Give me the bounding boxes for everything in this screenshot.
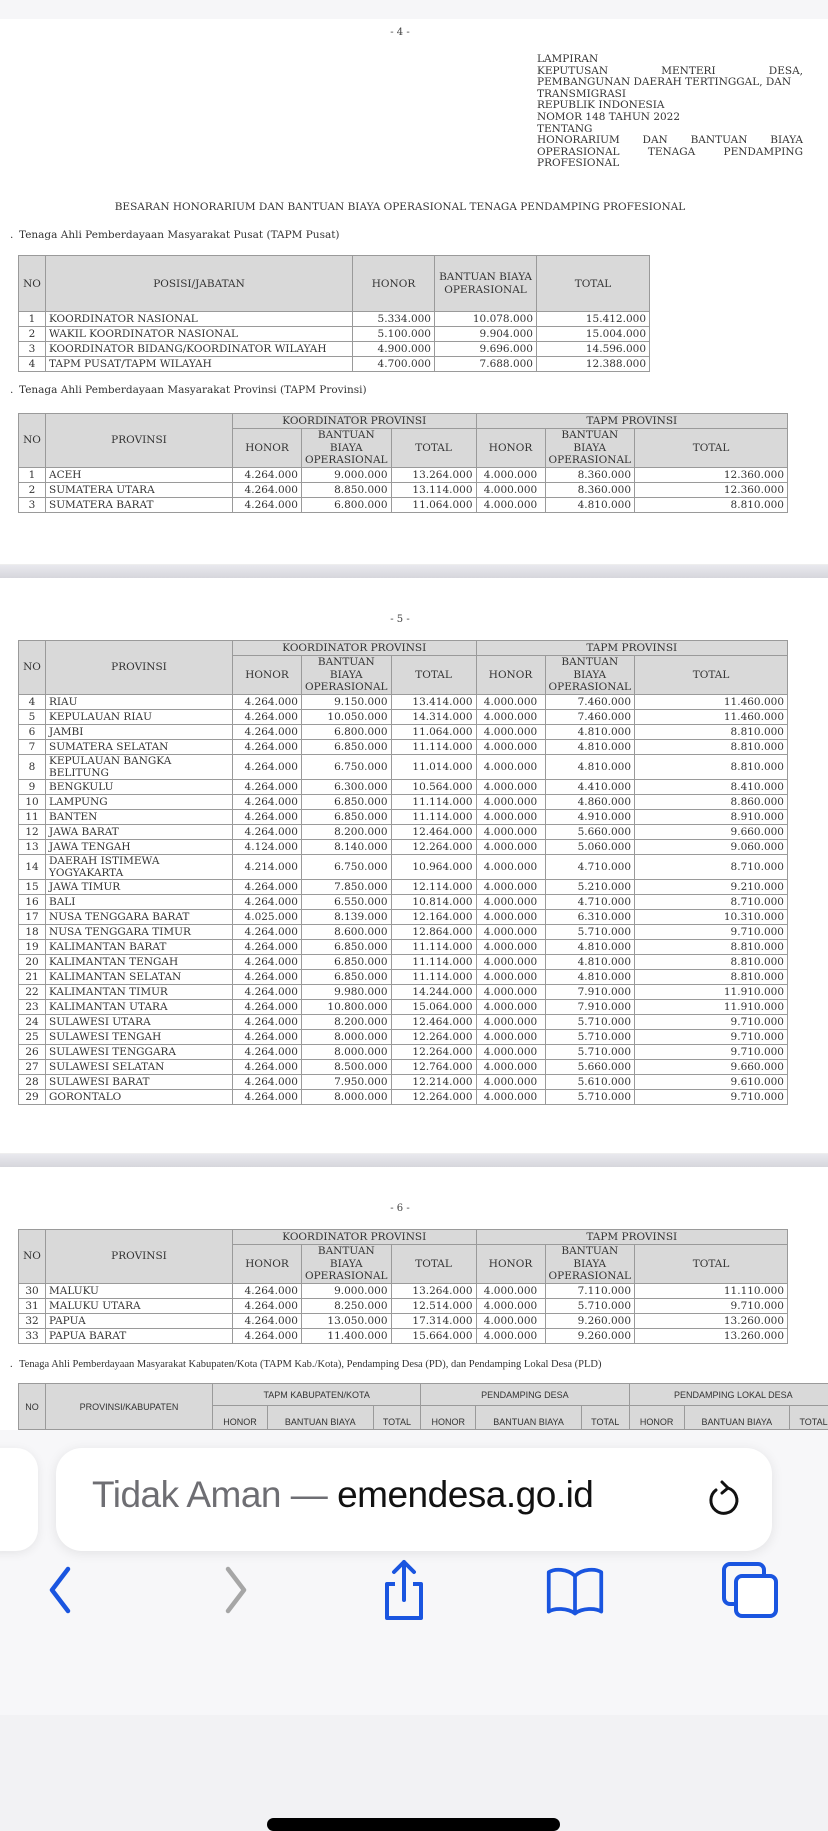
table-row: 27 SULAWESI SELATAN 4.264.000 8.500.000 12.764.000 4.000.000 5.660.000 9.660.000 <box>19 1059 788 1074</box>
section-c-heading: . Tenaga Ahli Pemberdayaan Masyarakat Kabupaten/Kota (TAPM Kab./Kota), Pendamping Desa (PD), dan Pendamping Lokal Desa (PLD) <box>10 1359 602 1370</box>
tapm-kab-table <box>18 1383 828 1430</box>
col-bbo: BANTUAN BIAYA OPERASIONAL <box>302 429 392 468</box>
security-label: Tidak Aman — <box>92 1474 328 1515</box>
page-number: - 4 - <box>390 27 410 38</box>
col-no: NO <box>19 1230 46 1284</box>
lampiran-line: PEMBANGUNAN DAERAH TERTINGGAL, DAN <box>537 76 792 89</box>
table-row: 23 KALIMANTAN UTARA 4.264.000 10.800.000 15.064.000 4.000.000 7.910.000 11.910.000 <box>19 999 788 1014</box>
col-total: TOTAL <box>391 1245 476 1284</box>
col-honor: HONOR <box>476 1245 545 1284</box>
safari-bottom-bar <box>0 1430 828 1715</box>
table-row: 18 NUSA TENGGARA TIMUR 4.264.000 8.600.000 12.864.000 4.000.000 5.710.000 9.710.000 <box>19 924 788 939</box>
table-row: 15 JAWA TIMUR 4.264.000 7.850.000 12.114.000 4.000.000 5.210.000 9.210.000 <box>19 879 788 894</box>
page-divider <box>0 564 828 579</box>
table-row: 3 KOORDINATOR BIDANG/KOORDINATOR WILAYAH 4.900.000 9.696.000 14.596.000 <box>19 342 650 357</box>
col-bbo: BANTUAN BIAYA OPERASIONAL <box>545 1245 635 1284</box>
table-row: 26 SULAWESI TENGGARA 4.264.000 8.000.000 12.264.000 4.000.000 5.710.000 9.710.000 <box>19 1044 788 1059</box>
url-text[interactable] <box>92 1474 593 1516</box>
group-koordinator-provinsi: KOORDINATOR PROVINSI <box>233 1230 477 1245</box>
share-icon <box>379 1558 429 1622</box>
lampiran-line: NOMOR 148 TAHUN 2022 <box>537 110 681 123</box>
table-row: 2 SUMATERA UTARA 4.264.000 8.850.000 13.114.000 4.000.000 8.360.000 12.360.000 <box>19 482 788 497</box>
top-edge <box>0 0 828 19</box>
address-bar[interactable] <box>56 1448 772 1551</box>
chevron-left-icon <box>40 1565 80 1615</box>
url-domain: emendesa.go.id <box>337 1474 594 1515</box>
col-total: TOTAL <box>790 1406 828 1430</box>
col-bbo: BANTUAN BIAYA OPERASIONAL <box>545 429 635 468</box>
lampiran-line: REPUBLIK INDONESIA <box>537 99 665 112</box>
table-row: 9 BENGKULU 4.264.000 6.300.000 10.564.000 4.000.000 4.410.000 8.410.000 <box>19 779 788 794</box>
tabs-icon <box>720 1560 780 1620</box>
table-row: 28 SULAWESI BARAT 4.264.000 7.950.000 12.214.000 4.000.000 5.610.000 9.610.000 <box>19 1074 788 1089</box>
document-page-4 <box>0 19 828 564</box>
col-bbo: BANTUAN BIAYA <box>684 1406 790 1430</box>
col-total: TOTAL <box>635 429 788 468</box>
col-no: NO <box>19 641 46 695</box>
col-honor: HONOR <box>213 1406 268 1430</box>
tapm-provinsi-table-p6 <box>18 1229 788 1344</box>
col-total: TOTAL <box>635 1245 788 1284</box>
col-posisi: POSISI/JABATAN <box>46 256 353 312</box>
table-row: 17 NUSA TENGGARA BARAT 4.025.000 8.139.000 12.164.000 4.000.000 6.310.000 10.310.000 <box>19 909 788 924</box>
table-row: 21 KALIMANTAN SELATAN 4.264.000 6.850.000 11.114.000 4.000.000 4.810.000 8.810.000 <box>19 969 788 984</box>
previous-tab-card[interactable] <box>0 1448 38 1551</box>
tapm-provinsi-table-p5 <box>18 640 788 1105</box>
lampiran-line: HONORARIUM DAN BANTUAN BIAYA <box>537 134 803 147</box>
col-no: NO <box>19 1384 46 1430</box>
table-row: 32 PAPUA 4.264.000 13.050.000 17.314.000 4.000.000 9.260.000 13.260.000 <box>19 1313 788 1328</box>
document-title: BESARAN HONORARIUM DAN BANTUAN BIAYA OPERASIONAL TENAGA PENDAMPING PROFESIONAL <box>114 201 686 213</box>
tapm-provinsi-table-p4 <box>18 413 788 513</box>
table-row: 29 GORONTALO 4.264.000 8.000.000 12.264.000 4.000.000 5.710.000 9.710.000 <box>19 1089 788 1104</box>
table-row: 3 SUMATERA BARAT 4.264.000 6.800.000 11.064.000 4.000.000 4.810.000 8.810.000 <box>19 497 788 512</box>
table-row: 12 JAWA BARAT 4.264.000 8.200.000 12.464.000 4.000.000 5.660.000 9.660.000 <box>19 824 788 839</box>
book-icon <box>545 1563 605 1617</box>
table-row: 31 MALUKU UTARA 4.264.000 8.250.000 12.514.000 4.000.000 5.710.000 9.710.000 <box>19 1298 788 1313</box>
group-koordinator-provinsi: KOORDINATOR PROVINSI <box>233 641 477 656</box>
col-provinsi: PROVINSI <box>46 1230 233 1284</box>
page-number: - 6 - <box>390 1203 410 1214</box>
table-row: 1 ACEH 4.264.000 9.000.000 13.264.000 4.000.000 8.360.000 12.360.000 <box>19 467 788 482</box>
group-koordinator-provinsi: KOORDINATOR PROVINSI <box>233 414 477 429</box>
tabs-button[interactable] <box>720 1560 780 1620</box>
table-row: 30 MALUKU 4.264.000 9.000.000 13.264.000 4.000.000 7.110.000 11.110.000 <box>19 1283 788 1298</box>
document-page-5 <box>0 578 828 1153</box>
document-page-6 <box>0 1167 828 1430</box>
reload-icon[interactable] <box>702 1478 746 1522</box>
lampiran-line: TENTANG <box>537 122 593 135</box>
group-pendamping-desa: PENDAMPING DESA <box>421 1384 629 1406</box>
home-indicator[interactable] <box>267 1818 560 1831</box>
col-total: TOTAL <box>373 1406 421 1430</box>
col-total: TOTAL <box>391 656 476 695</box>
table-row: 8 KEPULAUAN BANGKA BELITUNG 4.264.000 6.750.000 11.014.000 4.000.000 4.810.000 8.810.000 <box>19 754 788 779</box>
table-row: 2 WAKIL KOORDINATOR NASIONAL 5.100.000 9.904.000 15.004.000 <box>19 327 650 342</box>
table-row: 4 TAPM PUSAT/TAPM WILAYAH 4.700.000 7.688.000 12.388.000 <box>19 357 650 372</box>
table-row: 33 PAPUA BARAT 4.264.000 11.400.000 15.664.000 4.000.000 9.260.000 13.260.000 <box>19 1328 788 1343</box>
tapm-pusat-table <box>18 255 650 372</box>
group-tapm-provinsi: TAPM PROVINSI <box>476 414 787 429</box>
table-row: 7 SUMATERA SELATAN 4.264.000 6.850.000 11.114.000 4.000.000 4.810.000 8.810.000 <box>19 739 788 754</box>
col-bbo: BANTUAN BIAYA <box>268 1406 374 1430</box>
table-row: 24 SULAWESI UTARA 4.264.000 8.200.000 12.464.000 4.000.000 5.710.000 9.710.000 <box>19 1014 788 1029</box>
table-row: 25 SULAWESI TENGAH 4.264.000 8.000.000 12.264.000 4.000.000 5.710.000 9.710.000 <box>19 1029 788 1044</box>
col-bbo: BANTUAN BIAYA <box>476 1406 582 1430</box>
lampiran-block <box>537 54 803 170</box>
lampiran-line: PROFESIONAL <box>537 157 620 170</box>
col-honor: HONOR <box>233 429 302 468</box>
group-tapm-provinsi: TAPM PROVINSI <box>476 641 787 656</box>
table-row: 1 KOORDINATOR NASIONAL 5.334.000 10.078.000 15.412.000 <box>19 312 650 327</box>
table-row: 6 JAMBI 4.264.000 6.800.000 11.064.000 4.000.000 4.810.000 8.810.000 <box>19 724 788 739</box>
share-button[interactable] <box>374 1560 434 1620</box>
col-honor: HONOR <box>476 656 545 695</box>
col-bbo: BANTUAN BIAYA OPERASIONAL <box>302 1245 392 1284</box>
col-total: TOTAL <box>537 256 650 312</box>
table-row: 22 KALIMANTAN TIMUR 4.264.000 9.980.000 14.244.000 4.000.000 7.910.000 11.910.000 <box>19 984 788 999</box>
col-provinsi: PROVINSI <box>46 414 233 468</box>
chevron-right-icon <box>216 1565 256 1615</box>
col-total: TOTAL <box>635 656 788 695</box>
group-pendamping-lokal-desa: PENDAMPING LOKAL DESA <box>629 1384 828 1406</box>
col-honor: HONOR <box>353 256 435 312</box>
col-honor: HONOR <box>233 656 302 695</box>
lampiran-line: LAMPIRAN <box>537 53 599 65</box>
lampiran-line: OPERASIONAL TENAGA PENDAMPING <box>537 145 803 158</box>
page-divider <box>0 1153 828 1168</box>
group-tapm-provinsi: TAPM PROVINSI <box>476 1230 787 1245</box>
table-row: 19 KALIMANTAN BARAT 4.264.000 6.850.000 11.114.000 4.000.000 4.810.000 8.810.000 <box>19 939 788 954</box>
lampiran-line: KEPUTUSAN MENTERI DESA, <box>537 64 803 77</box>
col-no: NO <box>19 256 46 312</box>
forward-button[interactable] <box>206 1560 266 1620</box>
page-number: - 5 - <box>390 614 410 625</box>
col-provinsi-kabupaten: PROVINSI/KABUPATEN <box>46 1384 213 1430</box>
table-row: 10 LAMPUNG 4.264.000 6.850.000 11.114.000 4.000.000 4.860.000 8.860.000 <box>19 794 788 809</box>
table-row: 16 BALI 4.264.000 6.550.000 10.814.000 4.000.000 4.710.000 8.710.000 <box>19 894 788 909</box>
section-b-heading: . Tenaga Ahli Pemberdayaan Masyarakat Provinsi (TAPM Provinsi) <box>10 384 367 396</box>
col-no: NO <box>19 414 46 468</box>
bookmarks-button[interactable] <box>545 1560 605 1620</box>
section-a-heading: . Tenaga Ahli Pemberdayaan Masyarakat Pusat (TAPM Pusat) <box>10 229 340 241</box>
col-total: TOTAL <box>391 429 476 468</box>
table-row: 11 BANTEN 4.264.000 6.850.000 11.114.000 4.000.000 4.910.000 8.910.000 <box>19 809 788 824</box>
table-row: 13 JAWA TENGAH 4.124.000 8.140.000 12.264.000 4.000.000 5.060.000 9.060.000 <box>19 839 788 854</box>
col-honor: HONOR <box>629 1406 684 1430</box>
col-bbo: BANTUAN BIAYA OPERASIONAL <box>545 656 635 695</box>
col-provinsi: PROVINSI <box>46 641 233 695</box>
col-honor: HONOR <box>421 1406 476 1430</box>
table-row: 5 KEPULAUAN RIAU 4.264.000 10.050.000 14.314.000 4.000.000 7.460.000 11.460.000 <box>19 709 788 724</box>
table-row: 20 KALIMANTAN TENGAH 4.264.000 6.850.000 11.114.000 4.000.000 4.810.000 8.810.000 <box>19 954 788 969</box>
col-bbo: BANTUAN BIAYA OPERASIONAL <box>302 656 392 695</box>
col-total: TOTAL <box>581 1406 629 1430</box>
col-honor: HONOR <box>476 429 545 468</box>
group-tapm-kab: TAPM KABUPATEN/KOTA <box>213 1384 421 1406</box>
col-honor: HONOR <box>233 1245 302 1284</box>
col-bbo: BANTUAN BIAYA OPERASIONAL <box>435 256 537 312</box>
table-row: 14 DAERAH ISTIMEWA YOGYAKARTA 4.214.000 6.750.000 10.964.000 4.000.000 4.710.000 8.710.000 <box>19 854 788 879</box>
table-row: 4 RIAU 4.264.000 9.150.000 13.414.000 4.000.000 7.460.000 11.460.000 <box>19 694 788 709</box>
back-button[interactable] <box>30 1560 90 1620</box>
lampiran-line: TRANSMIGRASI <box>537 87 626 100</box>
